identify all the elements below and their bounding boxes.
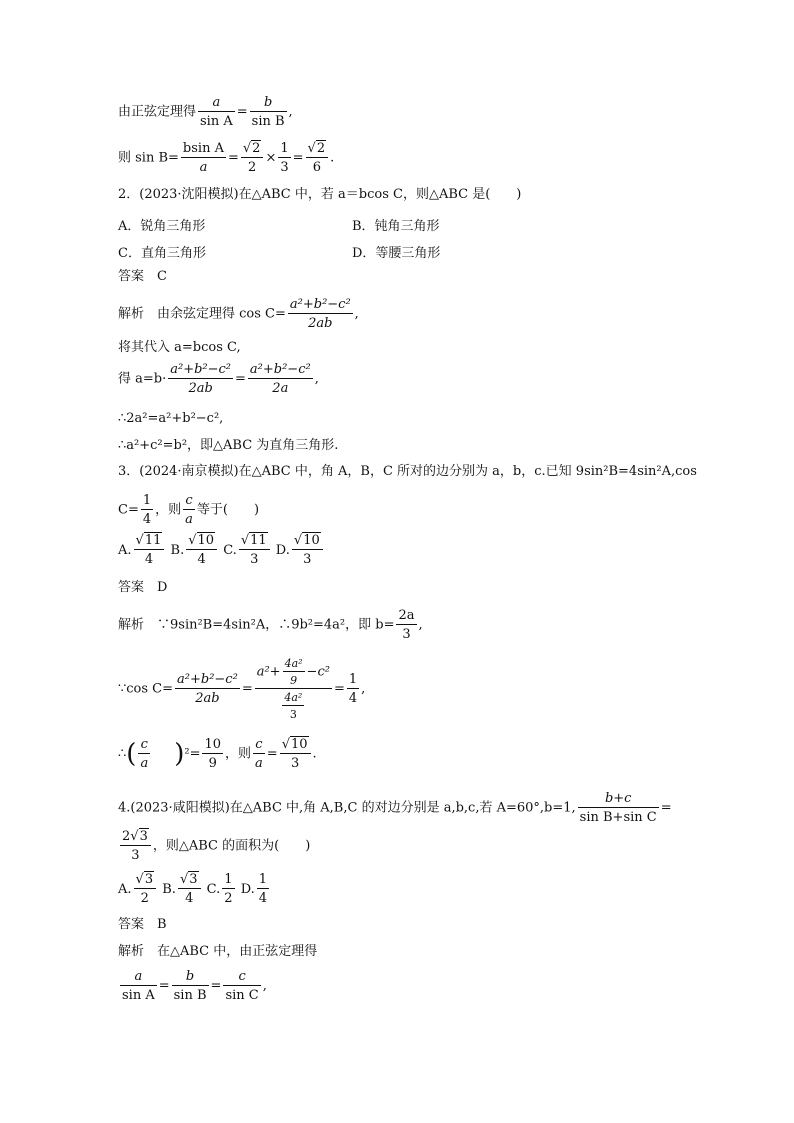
q3-option-c: C. $\frac{√11}{3}$ bbox=[223, 543, 271, 558]
q3-explain-3: ∴( $\frac{c}{a}$ )²= $\frac{10}{9}$ ，则 $\frac{c}{a}$ = $\frac{√10}{3}$ . bbox=[118, 737, 317, 771]
q3-explain-2: ∵cos C= $\frac{\text{a²+b²−c²}}{2ab}$ = a²+ $\frac{\text{4a²}}{9}$ −c² $\frac{\text{4a²}}{3}$ = $\frac{1}{4}$ , bbox=[118, 657, 366, 721]
q2-option-d: D．等腰三角形 bbox=[352, 246, 441, 261]
q4-explain-1: 解析 在△ABC 中，由正弦定理得 bbox=[118, 944, 318, 959]
fraction: $\frac{c}{a}$ bbox=[185, 493, 193, 527]
q2-explain-4: ∴2a²=a²+b²−c², bbox=[118, 411, 224, 426]
question-3-line-2: C= $\frac{1}{4}$ ，则 $\frac{c}{a}$ 等于( ) bbox=[118, 493, 260, 527]
fraction: $\frac{\text{a²+b²−c²}}{2ab}$ bbox=[289, 297, 351, 331]
fraction: $\frac{\text{bsin A}}{a}$ bbox=[182, 141, 224, 175]
q4-options bbox=[118, 873, 271, 905]
question-3: 3．(2024·南京模拟)在△ABC 中，角 A，B，C 所对的边分别为 a，b，c.已知 9sin²B=4sin²A,cos bbox=[118, 464, 697, 479]
q4-option-b: B. $\frac{√3}{4}$ bbox=[162, 882, 202, 897]
fraction: $\frac{\text{a²+b²−c²}}{2ab}$ bbox=[177, 672, 238, 706]
fraction: $\frac{√2}{2}$ bbox=[241, 142, 264, 174]
q3-answer: 答案 D bbox=[118, 580, 168, 595]
fraction: $\frac{√2}{6}$ bbox=[306, 142, 329, 174]
question-2: 2．(2023·沈阳模拟)在△ABC 中，若 a＝bcos C，则△ABC 是( ) bbox=[118, 187, 522, 202]
fraction: $\frac{b}{\text{sin B}}$ bbox=[251, 95, 285, 129]
fraction: $\frac{2a}{3}$ bbox=[398, 608, 415, 642]
q2-explain-1: 解析 由余弦定理得 cos C= $\frac{\text{a²+b²−c²}}{2ab}$ , bbox=[118, 297, 359, 331]
sine-law-line: 由正弦定理得 $\frac{a}{\text{sin A}}$ = $\frac{b}{\text{sin B}}$ , bbox=[118, 95, 293, 129]
fraction: $\frac{1}{4}$ bbox=[142, 493, 152, 527]
q2-explain-2: 将其代入 a=bcos C, bbox=[118, 340, 241, 355]
fraction: $\frac{c}{a}$ bbox=[255, 737, 263, 771]
q4-explain-2: $\frac{a}{\text{sin A}}$ = $\frac{b}{\text{sin B}}$ = $\frac{c}{\text{sin C}}$ , bbox=[122, 969, 267, 1003]
q4-answer: 答案 B bbox=[118, 917, 167, 932]
q4-option-d: D. $\frac{1}{4}$ bbox=[240, 872, 268, 906]
fraction: $\frac{\text{a²+b²−c²}}{2a}$ bbox=[249, 362, 311, 396]
q3-explain-1: 解析 ∵9sin²B=4sin²A，∴9b²=4a²，即 b= $\frac{2a}{3}$ , bbox=[118, 608, 423, 642]
question-4: 4.(2023·咸阳模拟)在△ABC 中,角 A,B,C 的对边分别是 a,b,c,若 A=60°,b=1, $\frac{b+c}{\text{sin B+sin C}}$ = bbox=[118, 791, 672, 825]
fraction: $\frac{a}{\text{sin A}}$ bbox=[200, 95, 233, 129]
fraction: $\frac{c}{a}$ bbox=[140, 737, 149, 771]
q3-option-d: D. $\frac{√10}{3}$ bbox=[276, 543, 325, 558]
q3-option-a: A. $\frac{√11}{4}$ bbox=[118, 543, 166, 558]
q2-option-b: B．钝角三角形 bbox=[352, 219, 440, 234]
q4-option-c: C. $\frac{1}{2}$ bbox=[206, 872, 233, 906]
fraction: $\frac{b+c}{\text{sin B+sin C}}$ bbox=[579, 791, 657, 825]
q4-option-a: A. $\frac{√3}{2}$ bbox=[118, 882, 158, 897]
q3-options bbox=[118, 534, 325, 566]
fraction: $\frac{a}{\text{sin A}}$ bbox=[122, 969, 155, 1003]
fraction: $\frac{b}{\text{sin B}}$ bbox=[173, 969, 207, 1003]
fraction: $\frac{√10}{3}$ bbox=[280, 738, 311, 770]
sinB-line: 则 sin B= $\frac{\text{bsin A}}{a}$ = $\frac{√2}{2}$ × $\frac{1}{3}$ = $\frac{√2}{6}$ . bbox=[118, 141, 335, 175]
compound-fraction: a²+ $\frac{\text{4a²}}{9}$ −c² $\frac{\text{4a²}}{3}$ bbox=[256, 657, 330, 721]
fraction: $\frac{10}{9}$ bbox=[204, 737, 222, 771]
q2-answer: 答案 C bbox=[118, 269, 167, 284]
question-4-line-2: $\frac{2√3}{3}$ ，则△ABC 的面积为( ) bbox=[122, 829, 311, 863]
fraction: $\frac{1}{4}$ bbox=[348, 672, 358, 706]
q2-explain-5: ∴a²+c²=b²，即△ABC 为直角三角形. bbox=[118, 438, 339, 453]
fraction: $\frac{2√3}{3}$ bbox=[120, 830, 151, 862]
text: 由正弦定理得 bbox=[118, 104, 197, 120]
q2-option-c: C．直角三角形 bbox=[118, 246, 206, 261]
q2-option-a: A．锐角三角形 bbox=[118, 219, 206, 234]
fraction: $\frac{1}{3}$ bbox=[280, 141, 289, 175]
fraction: $\frac{\text{a²+b²−c²}}{2ab}$ bbox=[170, 362, 232, 396]
q3-option-b: B. $\frac{√10}{4}$ bbox=[171, 543, 220, 558]
q2-explain-3: 得 a=b· $\frac{\text{a²+b²−c²}}{2ab}$ = $\frac{\text{a²+b²−c²}}{2a}$ , bbox=[118, 362, 319, 396]
fraction: $\frac{c}{\text{sin C}}$ bbox=[225, 969, 259, 1003]
